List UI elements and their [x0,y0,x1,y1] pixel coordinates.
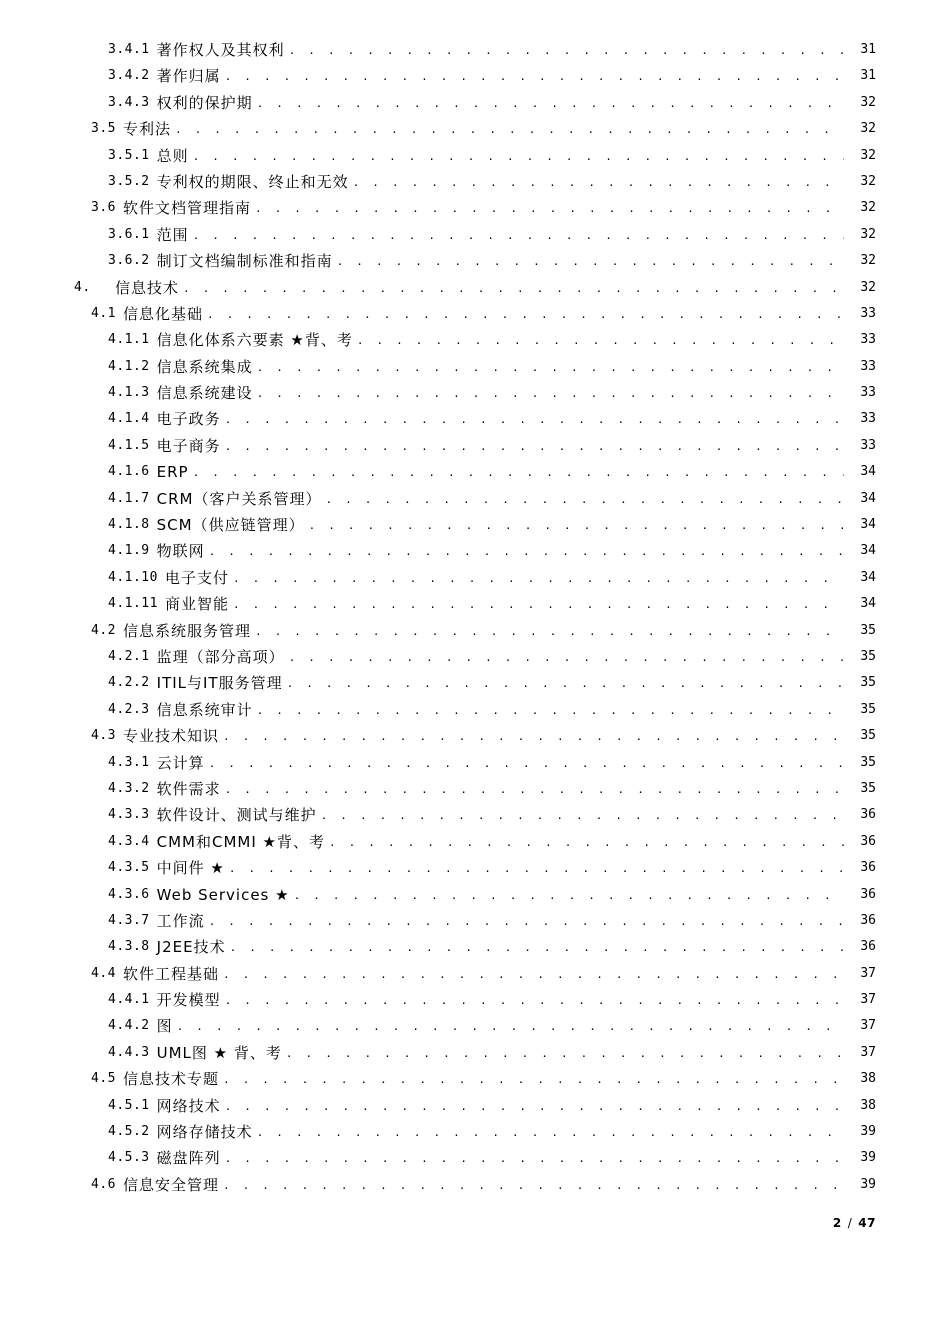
toc-entry-page: 35 [860,728,876,744]
toc-entry[interactable] [0,987,950,1013]
toc-entry-title: J2EE技术 [156,938,226,957]
dot-leader [209,750,844,776]
toc-entry-number: 4.3 [91,728,116,744]
toc-entry-title: 信息安全管理 [122,1175,219,1194]
toc-entry-page: 33 [860,411,876,427]
toc-entry-page: 37 [860,1018,876,1034]
toc-entry-title: 物联网 [156,542,205,561]
page-separator: / [847,1216,853,1230]
dot-leader [286,1040,844,1066]
dot-leader [229,855,844,881]
toc-entry-page: 35 [860,780,876,796]
toc-entry-title: 信息化体系六要素 ★背、考 [156,331,353,350]
toc-entry-title: 开发模型 [156,991,221,1010]
dot-leader [257,697,844,723]
dot-leader [225,63,844,89]
dot-leader [223,961,844,987]
toc-entry[interactable] [0,670,950,696]
dot-leader [255,195,844,221]
toc-entry[interactable] [0,222,950,248]
toc-entry-page: 34 [860,543,876,559]
toc-entry-number: 3.6.2 [108,253,150,269]
dot-leader [309,512,844,538]
dot-leader [183,275,844,301]
toc-entry[interactable] [0,644,950,670]
dot-leader [233,591,844,617]
toc-entry-number: 3.6 [91,200,116,216]
toc-entry-number: 3.6.1 [108,226,150,242]
toc-entry[interactable] [0,1093,950,1119]
toc-entry-page: 34 [860,490,876,506]
toc-entry[interactable] [0,143,950,169]
toc-entry-page: 38 [860,1071,876,1087]
toc-entry-number: 4.2.1 [108,648,150,664]
toc-entry-number: 4.3.7 [108,912,150,928]
toc-entry-title: 软件需求 [156,779,221,798]
toc-entry-page: 32 [860,200,876,216]
toc-entry[interactable] [0,195,950,221]
toc-entry[interactable] [0,618,950,644]
toc-entry-number: 4.5 [91,1071,116,1087]
toc-entry-title: 网络存储技术 [156,1123,253,1142]
toc-entry-page: 34 [860,464,876,480]
toc-entry-title: 信息化基础 [122,304,203,323]
toc-entry-title: UML图 ★ 背、考 [156,1043,282,1062]
toc-entry[interactable] [0,459,950,485]
toc-entry[interactable] [0,908,950,934]
toc-entry-number: 4.1.10 [108,569,158,585]
toc-entry-title: 专利权的期限、终止和无效 [156,172,349,191]
dot-leader [257,380,844,406]
toc-entry-number: 3.4.2 [108,68,150,84]
dot-leader [193,459,844,485]
toc-entry-title: 范围 [156,225,189,244]
toc-entry-number: 4.2.3 [108,701,150,717]
toc-entry[interactable] [0,934,950,960]
toc-entry[interactable] [0,802,950,828]
dot-leader [289,37,844,63]
dot-leader [225,1093,844,1119]
toc-entry-title: 专业技术知识 [122,727,219,746]
toc-entry-number: 4.3.3 [108,807,150,823]
toc-entry-page: 39 [860,1124,876,1140]
toc-entry-title: CRM（客户关系管理） [156,489,322,508]
toc-entry-page: 37 [860,1044,876,1060]
toc-entry-title: 监理（部分高项） [156,647,285,666]
toc-entry-page: 32 [860,94,876,110]
dot-leader [177,1013,844,1039]
toc-entry-number: 4.1.1 [108,332,150,348]
table-of-contents [0,37,950,1198]
toc-entry-title: 信息系统审计 [156,700,253,719]
toc-entry-number: 4.6 [91,1176,116,1192]
dot-leader [193,143,844,169]
toc-entry-number: 4.3.8 [108,939,150,955]
toc-entry-page: 39 [860,1176,876,1192]
toc-entry-page: 32 [860,147,876,163]
toc-entry-page: 33 [860,305,876,321]
dot-leader [225,987,844,1013]
toc-entry-number: 4.3.5 [108,860,150,876]
toc-entry-title: CMM和CMMI ★背、考 [156,832,325,851]
toc-entry-number: 4.1.5 [108,437,150,453]
toc-entry-number: 3.4.3 [108,94,150,110]
dot-leader [209,538,844,564]
toc-entry-title: 软件工程基础 [122,964,219,983]
toc-entry-page: 32 [860,226,876,242]
toc-entry-title: 著作权人及其权利 [156,41,285,59]
toc-entry[interactable] [0,855,950,881]
toc-entry-page: 32 [860,279,876,295]
toc-entry[interactable] [0,591,950,617]
toc-entry-number: 4.2 [91,622,116,638]
dot-leader [233,565,844,591]
toc-entry[interactable] [0,697,950,723]
dot-leader [257,90,844,116]
toc-entry[interactable] [0,829,950,855]
toc-entry-page: 36 [860,886,876,902]
toc-entry-title: 软件文档管理指南 [122,199,251,218]
dot-leader [257,1119,844,1145]
dot-leader [294,882,844,908]
toc-entry-number: 4.4 [91,965,116,981]
toc-entry-number: 4.1.8 [108,517,150,533]
toc-entry-page: 36 [860,939,876,955]
toc-entry-number: 4.3.1 [108,754,150,770]
toc-entry[interactable] [0,116,950,142]
toc-entry[interactable] [0,354,950,380]
total-pages: 47 [858,1216,876,1230]
toc-entry-number: 4.3.4 [108,833,150,849]
toc-entry-number: 4.1.4 [108,411,150,427]
toc-entry-title: 电子支付 [164,568,229,587]
toc-entry-page: 31 [860,42,876,57]
toc-entry[interactable] [0,90,950,116]
toc-entry-title: 总则 [156,146,189,165]
toc-entry[interactable] [0,512,950,538]
dot-leader [175,116,844,142]
dot-leader [223,1172,844,1198]
toc-entry-page: 31 [860,68,876,84]
toc-entry[interactable] [0,1040,950,1066]
toc-entry[interactable] [0,406,950,432]
toc-entry-title: 工作流 [156,911,205,930]
toc-entry-page: 35 [860,754,876,770]
toc-entry-number: 3.4.1 [108,42,150,57]
toc-entry-title: 中间件 ★ [156,859,225,878]
dot-leader [325,486,844,512]
page-number [833,1216,876,1230]
toc-entry[interactable] [0,776,950,802]
toc-entry-number: 4.4.3 [108,1044,150,1060]
dot-leader [225,776,844,802]
toc-entry-page: 36 [860,833,876,849]
toc-entry[interactable] [0,538,950,564]
dot-leader [357,327,844,353]
toc-entry-title: 商业智能 [164,595,229,614]
toc-entry[interactable] [0,301,950,327]
toc-entry-number: 4. [74,279,91,295]
toc-entry-number: 4.1.6 [108,464,150,480]
toc-entry[interactable] [0,961,950,987]
toc-entry-page: 33 [860,437,876,453]
toc-entry-page: 37 [860,992,876,1008]
toc-entry-number: 4.4.2 [108,1018,150,1034]
toc-entry-title: 信息技术 [115,278,180,297]
toc-entry-page: 34 [860,517,876,533]
toc-entry-number: 4.1.7 [108,490,150,506]
dot-leader [321,802,844,828]
toc-entry-page: 38 [860,1097,876,1113]
toc-entry-number: 4.3.6 [108,886,150,902]
toc-entry-number: 3.5.1 [108,147,150,163]
toc-entry-page: 39 [860,1150,876,1166]
toc-entry-number: 3.5.2 [108,173,150,189]
toc-entry[interactable] [0,750,950,776]
toc-entry-page: 35 [860,648,876,664]
toc-entry-number: 4.5.1 [108,1097,150,1113]
toc-entry-page: 33 [860,385,876,401]
toc-entry-title: Web Services ★ [156,885,290,904]
dot-leader [193,222,844,248]
toc-entry-page: 35 [860,701,876,717]
dot-leader [353,169,844,195]
toc-entry-page: 35 [860,675,876,691]
toc-entry-page: 35 [860,622,876,638]
toc-entry[interactable] [0,275,950,301]
toc-entry-number: 4.1.3 [108,385,150,401]
toc-entry-title: 磁盘阵列 [156,1149,221,1168]
toc-entry-title: 网络技术 [156,1096,221,1115]
dot-leader [287,670,844,696]
toc-entry-title: 制订文档编制标准和指南 [156,252,333,271]
toc-entry[interactable] [0,486,950,512]
toc-entry-number: 4.5.3 [108,1150,150,1166]
dot-leader [225,406,844,432]
toc-entry[interactable] [0,380,950,406]
dot-leader [209,908,844,934]
toc-entry-number: 4.5.2 [108,1124,150,1140]
toc-entry[interactable] [0,882,950,908]
toc-entry[interactable] [0,1066,950,1092]
dot-leader [255,618,844,644]
toc-entry-number: 4.1.11 [108,596,158,612]
toc-entry-title: 电子商务 [156,436,221,455]
toc-entry[interactable] [0,1119,950,1145]
dot-leader [225,1145,844,1171]
toc-entry-page: 32 [860,253,876,269]
dot-leader [289,644,844,670]
toc-entry-title: 图 [156,1017,173,1036]
dot-leader [329,829,844,855]
toc-entry[interactable] [0,723,950,749]
dot-leader [225,433,844,459]
toc-entry[interactable] [0,433,950,459]
toc-entry[interactable] [0,1145,950,1171]
toc-entry-number: 4.1 [91,305,116,321]
toc-entry-title: 著作归属 [156,67,221,86]
toc-entry-page: 36 [860,912,876,928]
toc-entry-page: 33 [860,332,876,348]
toc-entry-title: 专利法 [122,120,171,139]
dot-leader [223,1066,844,1092]
toc-entry[interactable] [0,1172,950,1198]
toc-entry-title: 云计算 [156,753,205,772]
toc-entry[interactable] [0,37,950,63]
toc-entry-page: 32 [860,173,876,189]
toc-entry-page: 32 [860,121,876,137]
toc-entry-number: 4.2.2 [108,675,150,691]
dot-leader [257,354,844,380]
dot-leader [230,934,844,960]
toc-entry-title: 权利的保护期 [156,93,253,112]
toc-entry-title: 信息技术专题 [122,1070,219,1089]
current-page: 2 [832,1216,842,1230]
toc-entry[interactable] [0,169,950,195]
toc-entry-title: 信息系统集成 [156,357,253,376]
toc-entry-page: 33 [860,358,876,374]
toc-entry-page: 37 [860,965,876,981]
dot-leader [223,723,844,749]
toc-entry[interactable] [0,327,950,353]
toc-entry-number: 4.1.2 [108,358,150,374]
toc-entry-title: 软件设计、测试与维护 [156,806,317,825]
toc-entry[interactable] [0,63,950,89]
toc-entry[interactable] [0,565,950,591]
toc-entry-page: 36 [860,807,876,823]
toc-entry-title: 电子政务 [156,410,221,429]
toc-entry-title: 信息系统服务管理 [122,621,251,640]
toc-entry[interactable] [0,248,950,274]
dot-leader [207,301,844,327]
toc-entry-number: 4.1.9 [108,543,150,559]
toc-entry-title: 信息系统建设 [156,384,253,403]
toc-entry[interactable] [0,1013,950,1039]
toc-entry-page: 36 [860,860,876,876]
toc-entry-title: ITIL与IT服务管理 [156,674,283,693]
toc-entry-title: ERP [156,463,189,482]
toc-entry-number: 4.4.1 [108,992,150,1008]
toc-entry-page: 34 [860,569,876,585]
toc-entry-page: 34 [860,596,876,612]
dot-leader [337,248,844,274]
toc-entry-number: 4.3.2 [108,780,150,796]
toc-entry-title: SCM（供应链管理） [156,516,305,535]
toc-entry-number: 3.5 [91,121,116,137]
